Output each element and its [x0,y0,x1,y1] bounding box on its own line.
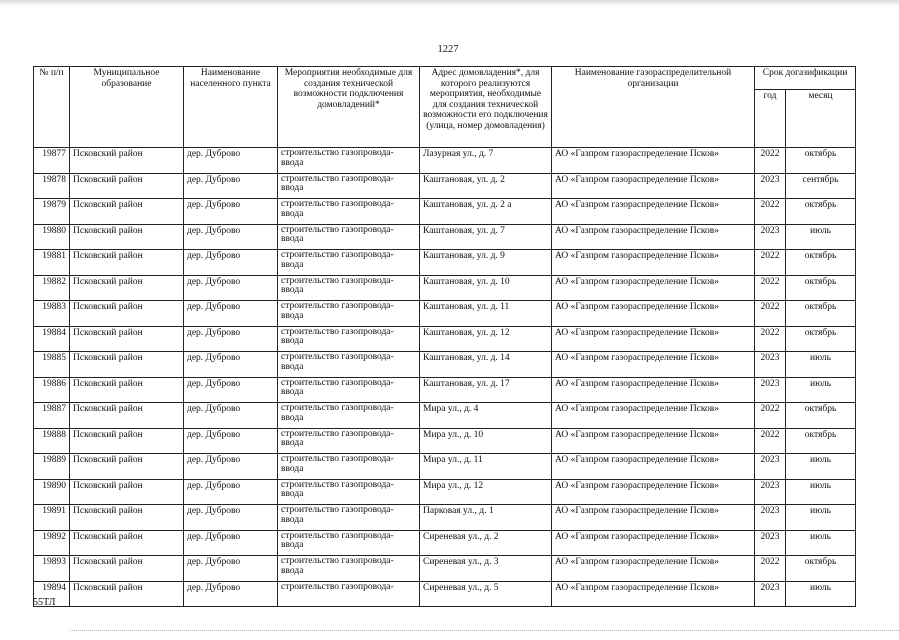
header-settlement: Наименование населенного пункта [184,67,278,148]
cell-num: 19884 [34,326,70,352]
cell-organization: АО «Газпром газораспределение Псков» [552,403,755,429]
table-row [34,454,856,480]
cell-address: Мира ул., д. 12 [420,479,552,505]
cell-address: Каштановая, ул. д. 14 [420,352,552,378]
cell-num: 19880 [34,224,70,250]
cell-measure: строительство газопровода-ввода [278,479,420,505]
cell-month: сентябрь [786,173,856,199]
cell-month: октябрь [786,556,856,582]
cell-num: 19889 [34,454,70,480]
cell-settlement: дер. Дуброво [184,377,278,403]
cell-year: 2022 [755,326,786,352]
cell-month: июль [786,530,856,556]
cell-num: 19879 [34,199,70,225]
cell-num: 19878 [34,173,70,199]
gasification-table [33,66,856,607]
cell-organization: АО «Газпром газораспределение Псков» [552,454,755,480]
cell-month: июль [786,352,856,378]
cell-year: 2023 [755,581,786,607]
cell-year: 2022 [755,250,786,276]
cell-settlement: дер. Дуброво [184,428,278,454]
cell-measure: строительство газопровода-ввода [278,556,420,582]
table-row [34,428,856,454]
cell-measure: строительство газопровода-ввода [278,530,420,556]
cell-measure: строительство газопровода-ввода [278,250,420,276]
cell-num: 19888 [34,428,70,454]
cell-num: 19885 [34,352,70,378]
table-header-row [34,67,856,90]
cell-month: июль [786,479,856,505]
cell-year: 2023 [755,454,786,480]
cell-month: октябрь [786,275,856,301]
table-row [34,479,856,505]
cell-municipality: Псковский район [70,403,184,429]
cell-year: 2022 [755,403,786,429]
cell-organization: АО «Газпром газораспределение Псков» [552,505,755,531]
cell-month: октябрь [786,199,856,225]
cell-municipality: Псковский район [70,530,184,556]
cell-organization: АО «Газпром газораспределение Псков» [552,250,755,276]
cell-municipality: Псковский район [70,479,184,505]
cell-year: 2023 [755,352,786,378]
header-month: месяц [786,90,856,148]
cell-measure: строительство газопровода-ввода [278,403,420,429]
page-number: 1227 [437,44,459,55]
header-address: Адрес домовладения*, для которого реализуются мероприятия, необходимые для создания технической возможности его подключения (улица, номер домовладения) [420,67,552,148]
cell-address: Каштановая, ул. д. 2 [420,173,552,199]
cell-organization: АО «Газпром газораспределение Псков» [552,148,755,174]
cell-month: июль [786,581,856,607]
cell-settlement: дер. Дуброво [184,326,278,352]
cell-organization: АО «Газпром газораспределение Псков» [552,352,755,378]
cell-settlement: дер. Дуброво [184,250,278,276]
cell-organization: АО «Газпром газораспределение Псков» [552,377,755,403]
cell-organization: АО «Газпром газораспределение Псков» [552,275,755,301]
cell-num: 19882 [34,275,70,301]
cell-municipality: Псковский район [70,250,184,276]
cell-month: октябрь [786,301,856,327]
table-body [34,148,856,607]
table-row [34,556,856,582]
cell-measure: строительство газопровода-ввода [278,428,420,454]
header-municipality: Муниципальное образование [70,67,184,148]
cell-settlement: дер. Дуброво [184,199,278,225]
cell-address: Сиреневая ул., д. 5 [420,581,552,607]
cell-settlement: дер. Дуброво [184,173,278,199]
cell-municipality: Псковский район [70,377,184,403]
table-row [34,148,856,174]
cell-municipality: Псковский район [70,326,184,352]
cell-month: октябрь [786,148,856,174]
cell-organization: АО «Газпром газораспределение Псков» [552,301,755,327]
cell-settlement: дер. Дуброво [184,275,278,301]
cell-year: 2022 [755,556,786,582]
cell-year: 2022 [755,428,786,454]
cell-num: 19881 [34,250,70,276]
cell-settlement: дер. Дуброво [184,556,278,582]
cell-year: 2023 [755,505,786,531]
cell-organization: АО «Газпром газораспределение Псков» [552,530,755,556]
cell-organization: АО «Газпром газораспределение Псков» [552,326,755,352]
table-row [34,173,856,199]
cell-settlement: дер. Дуброво [184,479,278,505]
header-measures: Мероприятия необходимые для создания технической возможности подключения домовладений* [278,67,420,148]
table-row [34,326,856,352]
cell-address: Каштановая, ул. д. 10 [420,275,552,301]
footer-code: 55ТЛ [33,597,56,608]
cell-month: октябрь [786,326,856,352]
header-num: № п/п [34,67,70,148]
cell-month: июль [786,454,856,480]
header-year: год [755,90,786,148]
cell-municipality: Псковский район [70,581,184,607]
cell-year: 2023 [755,479,786,505]
cell-measure: строительство газопровода-ввода [278,377,420,403]
cell-address: Сиреневая ул., д. 3 [420,556,552,582]
cell-settlement: дер. Дуброво [184,454,278,480]
cell-settlement: дер. Дуброво [184,148,278,174]
cell-address: Мира ул., д. 11 [420,454,552,480]
cell-settlement: дер. Дуброво [184,505,278,531]
table-row [34,581,856,607]
header-organization: Наименование газораспределительной организации [552,67,755,148]
cell-month: июль [786,505,856,531]
cell-measure: строительство газопровода-ввода [278,275,420,301]
cell-num: 19891 [34,505,70,531]
cell-organization: АО «Газпром газораспределение Псков» [552,428,755,454]
cell-address: Каштановая, ул. д. 12 [420,326,552,352]
cell-municipality: Псковский район [70,224,184,250]
cell-measure: строительство газопровода-ввода [278,352,420,378]
table-row [34,352,856,378]
cell-year: 2022 [755,199,786,225]
cell-municipality: Псковский район [70,454,184,480]
cell-month: июль [786,224,856,250]
table-row [34,403,856,429]
cell-address: Лазурная ул., д. 7 [420,148,552,174]
cell-address: Каштановая, ул. д. 7 [420,224,552,250]
cell-month: октябрь [786,403,856,429]
cell-municipality: Псковский район [70,352,184,378]
cell-num: 19893 [34,556,70,582]
cell-settlement: дер. Дуброво [184,352,278,378]
cell-year: 2022 [755,301,786,327]
cell-year: 2023 [755,224,786,250]
cell-measure: строительство газопровода-ввода [278,326,420,352]
cell-num: 19887 [34,403,70,429]
cell-num: 19894 [34,581,70,607]
cell-settlement: дер. Дуброво [184,403,278,429]
table-row [34,275,856,301]
cell-address: Каштановая, ул. д. 9 [420,250,552,276]
cell-num: 19886 [34,377,70,403]
table-row [34,224,856,250]
cell-year: 2023 [755,377,786,403]
scan-edge-top [0,0,899,7]
scan-edge-bottom [70,630,899,635]
cell-address: Сиреневая ул., д. 2 [420,530,552,556]
cell-num: 19890 [34,479,70,505]
cell-organization: АО «Газпром газораспределение Псков» [552,556,755,582]
cell-organization: АО «Газпром газораспределение Псков» [552,581,755,607]
cell-num: 19883 [34,301,70,327]
cell-year: 2023 [755,173,786,199]
cell-municipality: Псковский район [70,428,184,454]
cell-address: Парковая ул., д. 1 [420,505,552,531]
cell-municipality: Псковский район [70,301,184,327]
cell-year: 2022 [755,275,786,301]
cell-measure: строительство газопровода-ввода [278,454,420,480]
table-row [34,505,856,531]
cell-municipality: Псковский район [70,148,184,174]
table-row [34,530,856,556]
cell-organization: АО «Газпром газораспределение Псков» [552,224,755,250]
cell-municipality: Псковский район [70,199,184,225]
cell-municipality: Псковский район [70,505,184,531]
cell-address: Каштановая, ул. д. 2 а [420,199,552,225]
cell-address: Мира ул., д. 4 [420,403,552,429]
cell-month: июль [786,377,856,403]
header-deadline: Срок догазификации [755,67,856,90]
cell-num: 19877 [34,148,70,174]
cell-organization: АО «Газпром газораспределение Псков» [552,479,755,505]
cell-num: 19892 [34,530,70,556]
cell-municipality: Псковский район [70,275,184,301]
cell-address: Каштановая, ул. д. 17 [420,377,552,403]
table-row [34,199,856,225]
cell-settlement: дер. Дуброво [184,530,278,556]
cell-measure: строительство газопровода-ввода [278,173,420,199]
table-row [34,301,856,327]
table-row [34,250,856,276]
cell-municipality: Псковский район [70,556,184,582]
cell-measure: строительство газопровода-ввода [278,224,420,250]
cell-organization: АО «Газпром газораспределение Псков» [552,173,755,199]
cell-settlement: дер. Дуброво [184,224,278,250]
cell-address: Каштановая, ул. д. 11 [420,301,552,327]
cell-address: Мира ул., д. 10 [420,428,552,454]
cell-year: 2023 [755,530,786,556]
cell-measure: строительство газопровода-ввода [278,505,420,531]
cell-measure: строительство газопровода- [278,581,420,607]
cell-measure: строительство газопровода-ввода [278,301,420,327]
cell-organization: АО «Газпром газораспределение Псков» [552,199,755,225]
cell-month: октябрь [786,428,856,454]
cell-year: 2022 [755,148,786,174]
cell-measure: строительство газопровода-ввода [278,148,420,174]
cell-municipality: Псковский район [70,173,184,199]
cell-settlement: дер. Дуброво [184,301,278,327]
table-row [34,377,856,403]
cell-settlement: дер. Дуброво [184,581,278,607]
cell-month: октябрь [786,250,856,276]
cell-measure: строительство газопровода-ввода [278,199,420,225]
